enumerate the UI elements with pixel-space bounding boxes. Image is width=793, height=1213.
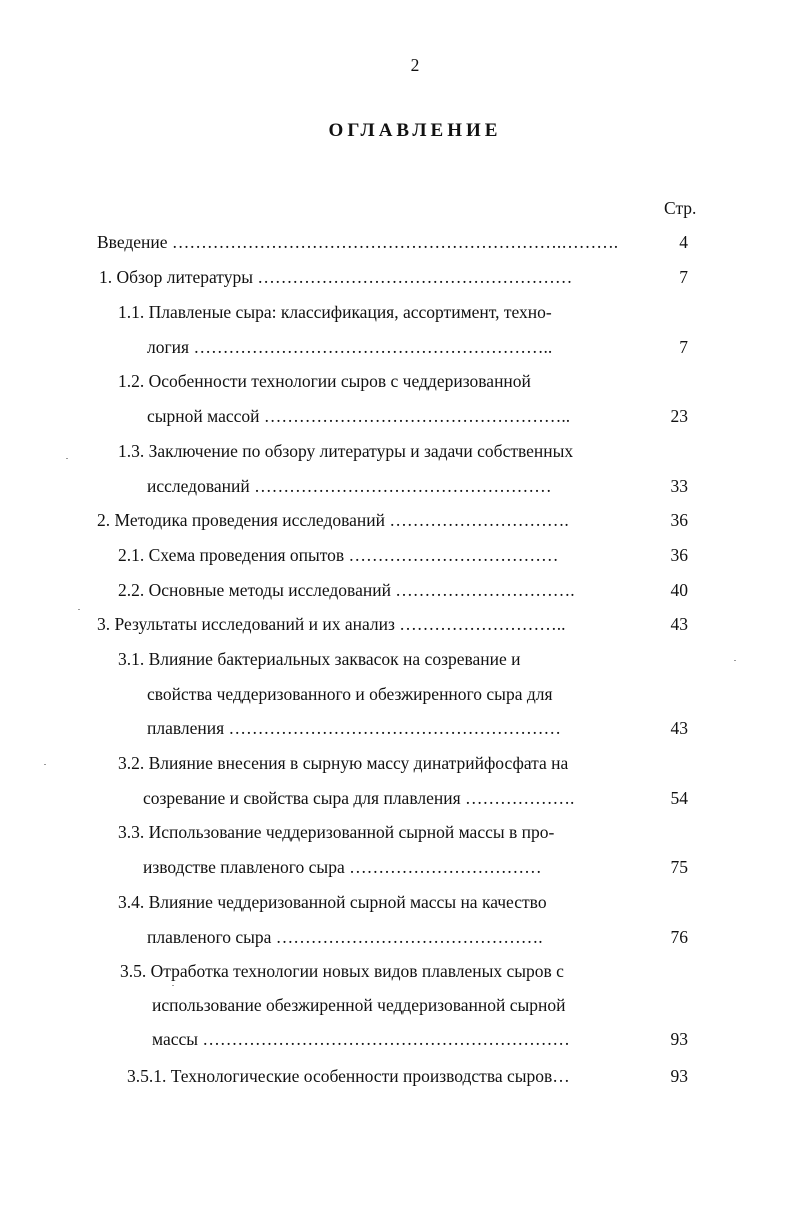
toc-page-3-3: 75: [670, 857, 688, 877]
toc-entry-1-3-cont: исследований ……………………………………………: [147, 476, 552, 496]
toc-entry-3-4-cont: плавленого сыра ……………………………………….: [147, 927, 543, 947]
toc-entry-3-3: 3.3. Использование чеддеризованной сырной массы в про-: [118, 822, 555, 842]
toc-entry-3-2-cont: созревание и свойства сыра для плавления ……………….: [143, 788, 575, 808]
toc-page-2-2: 40: [670, 580, 688, 600]
toc-page-3-4: 76: [670, 927, 688, 947]
toc-page-3-5-1: 93: [670, 1066, 688, 1086]
toc-entry-1-2-cont: сырной массой ……………………………………………..: [147, 406, 571, 426]
toc-entry-1-1-cont: логия ……………………………………………………..: [147, 337, 553, 357]
toc-entry-3-3-cont: изводстве плавленого сыра ……………………………: [143, 857, 542, 877]
toc-page-1-2: 23: [670, 406, 688, 426]
toc-entry-3-2: 3.2. Влияние внесения в сырную массу динатрийфосфата на: [118, 753, 569, 773]
toc-entry-chapter-3: 3. Результаты исследований и их анализ ………………………..: [97, 614, 566, 634]
toc-entry-1-3: 1.3. Заключение по обзору литературы и задачи собственных: [118, 441, 574, 461]
toc-entry-3-5: 3.5. Отработка технологии новых видов плавленых сыров с: [120, 961, 564, 981]
page-number: 2: [410, 55, 420, 75]
toc-page-3-1: 43: [670, 718, 688, 738]
toc-entry-introduction: Введение ………………………………………………………….……….: [97, 232, 619, 252]
scan-speck: [44, 764, 46, 765]
scan-speck: [66, 458, 68, 459]
page-title: ОГЛАВЛЕНИЕ: [328, 120, 502, 141]
toc-page-2-1: 36: [670, 545, 688, 565]
scan-speck: [734, 660, 736, 661]
toc-page-introduction: 4: [679, 232, 688, 252]
toc-entry-2-2: 2.2. Основные методы исследований ………………………….: [118, 580, 575, 600]
scan-speck: [78, 609, 80, 610]
toc-entry-chapter-2: 2. Методика проведения исследований ………………………….: [97, 510, 569, 530]
toc-entry-3-4: 3.4. Влияние чеддеризованной сырной массы на качество: [118, 892, 547, 912]
toc-entry-3-5-cont: использование обезжиренной чеддеризованной сырной: [152, 995, 566, 1015]
toc-page-1-3: 33: [670, 476, 688, 496]
toc-entry-3-1-cont2: плавления …………………………………………………: [147, 718, 562, 738]
toc-entry-3-5-cont2: массы ………………………………………………………: [152, 1029, 570, 1049]
toc-entry-1-1: 1.1. Плавленые сыра: классификация, ассортимент, техно-: [118, 302, 552, 322]
toc-page-3-2: 54: [670, 788, 688, 808]
toc-entry-2-1: 2.1. Схема проведения опытов ………………………………: [118, 545, 559, 565]
toc-page-chapter-2: 36: [670, 510, 688, 530]
toc-page-1-1: 7: [679, 337, 688, 357]
toc-entry-chapter-1: 1. Обзор литературы ………………………………………………: [99, 267, 573, 287]
toc-page-chapter-3: 43: [670, 614, 688, 634]
toc-entry-3-1: 3.1. Влияние бактериальных заквасок на созревание и: [118, 649, 521, 669]
toc-entry-3-1-cont: свойства чеддеризованного и обезжиренного сыра для: [147, 684, 553, 704]
toc-page-chapter-1: 7: [679, 267, 688, 287]
scan-speck: [172, 985, 174, 986]
toc-page-3-5: 93: [670, 1029, 688, 1049]
page-column-label: Стр.: [664, 198, 697, 218]
toc-entry-1-2: 1.2. Особенности технологии сыров с чеддеризованной: [118, 371, 531, 391]
toc-entry-3-5-1: 3.5.1. Технологические особенности производства сыров…: [127, 1066, 570, 1086]
